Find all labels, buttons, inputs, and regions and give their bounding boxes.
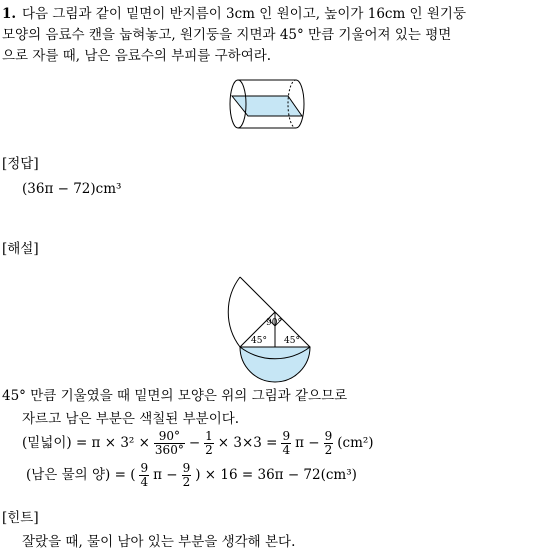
fraction-90-360 (154, 430, 185, 457)
cut-plane-water (232, 96, 302, 116)
problem-line-3: 으로 자를 때, 남은 음료수의 부피를 구하여라. (2, 48, 272, 64)
frac-den: 360° (154, 443, 184, 457)
frac-num: 9 (140, 461, 149, 475)
fraction-9-2 (182, 462, 192, 489)
water-segment (240, 347, 310, 382)
frac-num: 90° (154, 430, 185, 444)
equation-remaining-volume (26, 462, 357, 489)
frac-den: 4 (282, 443, 291, 457)
fraction-9-2 (324, 430, 334, 457)
hint-text: 잘랐을 때, 물이 남아 있는 부분을 생각해 본다. (22, 534, 296, 550)
cylinder-figure (230, 80, 304, 128)
angle-label-45-right: 45° (284, 336, 300, 346)
fraction-1-2 (204, 430, 214, 457)
eq1-minus: − (188, 434, 201, 451)
eq2-pi-minus: π − (153, 466, 178, 483)
eq2-tail: ) × 16 = 36π − 72(cm³) (195, 466, 357, 483)
answer-label: [정답] (2, 156, 39, 172)
eq1-pi-minus: π − (295, 434, 320, 451)
answer-value: (36π − 72)cm³ (22, 181, 122, 197)
frac-num: 9 (324, 429, 333, 443)
angle-label-45-left: 45° (251, 336, 267, 346)
fraction-9-4 (139, 462, 149, 489)
frac-den: 2 (205, 443, 213, 457)
eq1-lhs: (밑넓이) = π × 3² × (22, 434, 150, 451)
frac-num: 1 (205, 429, 213, 443)
eq2-lhs: (남은 물의 양) = ( (26, 466, 136, 483)
solution-line-2: 자르고 남은 부분은 색칠된 부분이다. (22, 411, 240, 427)
problem-line-2: 모양의 음료수 캔을 눕혀놓고, 원기둥을 지면과 45° 만큼 기울어져 있는 평면 (2, 27, 452, 43)
solution-label: [해설] (2, 241, 39, 257)
hint-label: [힌트] (2, 510, 39, 526)
problem-line-1: 다음 그림과 같이 밑면이 반지름이 3cm 인 원이고, 높이가 16cm 인 원기둥 (22, 6, 467, 22)
frac-num: 9 (282, 429, 291, 443)
problem-number: 1. (2, 6, 17, 22)
fraction-9-4 (281, 430, 291, 457)
cross-section-figure (228, 277, 310, 382)
frac-den: 2 (182, 475, 191, 489)
equation-base-area (22, 430, 374, 457)
eq1-unit: (cm²) (337, 434, 374, 451)
frac-num: 9 (182, 461, 191, 475)
frac-den: 2 (324, 443, 333, 457)
solution-line-1: 45° 만큼 기울였을 때 밑면의 모양은 위의 그림과 같으므로 (2, 388, 348, 404)
frac-den: 4 (140, 475, 149, 489)
angle-label-90: 90° (266, 318, 282, 328)
eq1-times: × 3×3 = (217, 434, 278, 451)
